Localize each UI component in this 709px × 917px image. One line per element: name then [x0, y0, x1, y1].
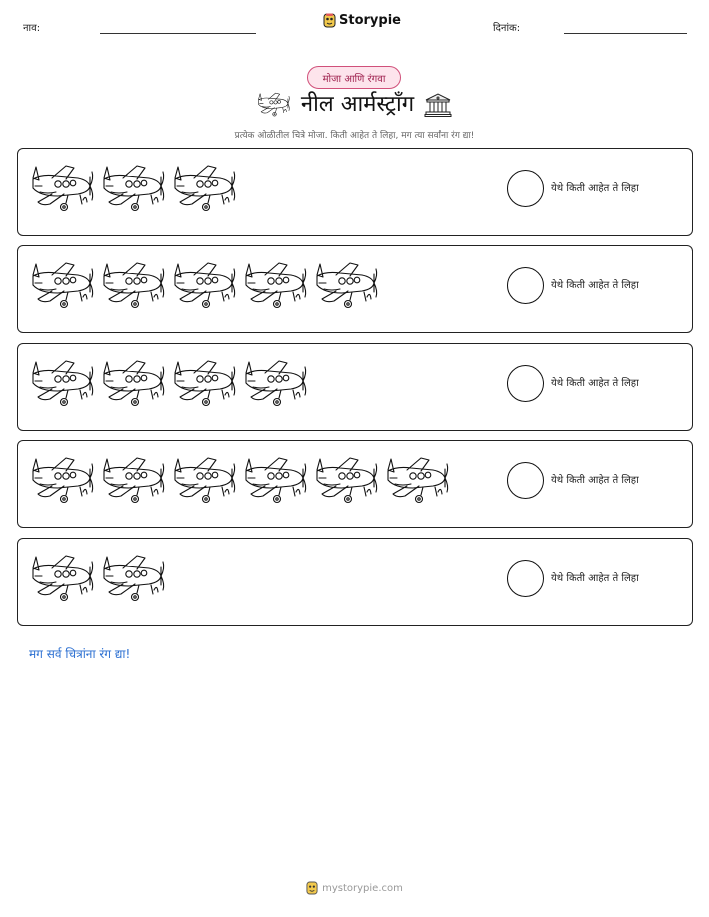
name-label: नाव:	[23, 23, 41, 34]
airplane-icon	[172, 359, 238, 409]
picture-group	[30, 359, 309, 409]
picture-group	[30, 456, 451, 506]
airplane-icon	[243, 456, 309, 506]
answer-circle[interactable]	[507, 170, 544, 207]
airplane-icon	[172, 164, 238, 214]
answer-circle[interactable]	[507, 365, 544, 402]
answer-hint: येथे किती आहेत ते लिहा	[551, 183, 639, 194]
airplane-icon	[243, 261, 309, 311]
airplane-icon	[101, 164, 167, 214]
answer-hint: येथे किती आहेत ते लिहा	[551, 280, 639, 291]
title-row	[0, 92, 709, 118]
airplane-icon	[257, 92, 291, 118]
airplane-icon	[314, 261, 380, 311]
airplane-icon	[101, 261, 167, 311]
count-row	[17, 538, 693, 626]
picture-group	[30, 554, 167, 604]
picture-group	[30, 261, 380, 311]
count-row	[17, 343, 693, 431]
count-row	[17, 148, 693, 236]
name-line[interactable]	[100, 33, 256, 34]
airplane-icon	[101, 456, 167, 506]
airplane-icon	[101, 554, 167, 604]
airplane-icon	[101, 359, 167, 409]
date-line[interactable]	[564, 33, 687, 34]
brand-name: Storypie	[339, 13, 401, 28]
answer-circle[interactable]	[507, 267, 544, 304]
airplane-icon	[314, 456, 380, 506]
footer	[0, 881, 709, 895]
storypie-mascot-icon	[306, 881, 318, 895]
airplane-icon	[172, 261, 238, 311]
picture-group	[30, 164, 238, 214]
answer-hint: येथे किती आहेत ते लिहा	[551, 573, 639, 584]
brand-logo	[323, 13, 401, 28]
storypie-mascot-icon	[323, 13, 336, 28]
answer-circle[interactable]	[507, 462, 544, 499]
airplane-icon	[30, 359, 96, 409]
airplane-icon	[243, 359, 309, 409]
airplane-icon	[172, 456, 238, 506]
museum-building-icon	[424, 92, 452, 118]
count-row	[17, 440, 693, 528]
airplane-icon	[30, 554, 96, 604]
airplane-icon	[30, 456, 96, 506]
count-row	[17, 245, 693, 333]
answer-circle[interactable]	[507, 560, 544, 597]
answer-hint: येथे किती आहेत ते लिहा	[551, 475, 639, 486]
footer-url: mystorypie.com	[322, 882, 403, 894]
color-instruction: मग सर्व चित्रांना रंग द्या!	[29, 647, 131, 661]
airplane-icon	[30, 261, 96, 311]
airplane-icon	[30, 164, 96, 214]
airplane-icon	[385, 456, 451, 506]
page-title: नील आर्मस्ट्राँग	[300, 92, 415, 117]
answer-hint: येथे किती आहेत ते लिहा	[551, 378, 639, 389]
activity-tag: मोजा आणि रंगवा	[307, 66, 401, 89]
instructions: प्रत्येक ओळीतील चित्रे मोजा. किती आहेत ते लिहा, मग त्या सर्वांना रंग द्या!	[234, 131, 475, 141]
date-label: दिनांक:	[493, 23, 521, 34]
